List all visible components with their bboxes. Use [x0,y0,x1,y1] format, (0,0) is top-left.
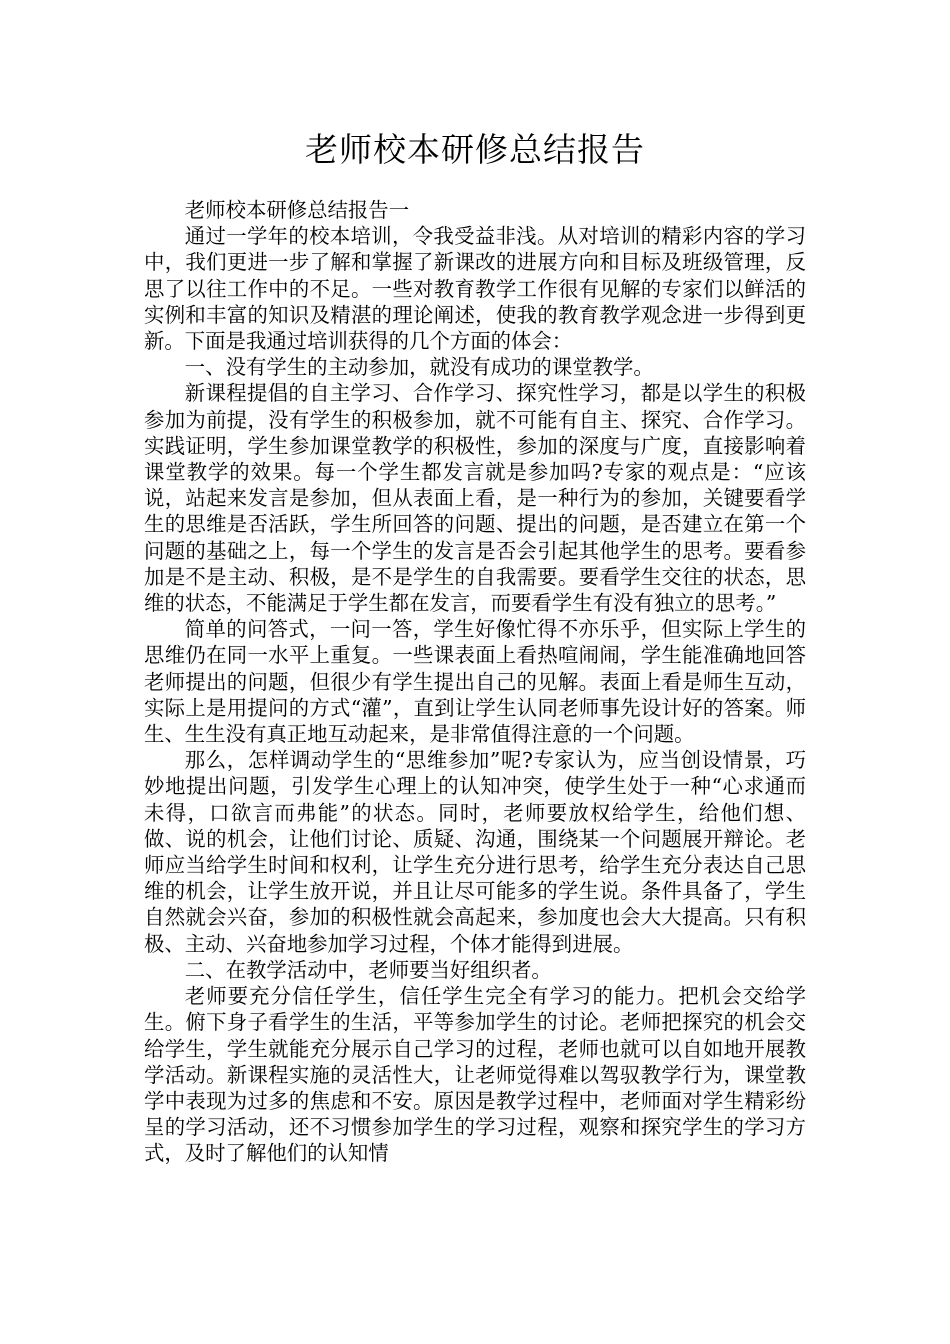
paragraph-thinking: 那么，怎样调动学生的“思维参加”呢?专家认为，应当创设情景，巧妙地提出问题，引发学生心理上的认知冲突，使学生处于一种“心求通而未得，口欲言而弗能”的状态。同时，老师要放权给学生，给他们想、做、说的机会，让他们讨论、质疑、沟通，围绕某一个问题展开辩论。老师应当给学生时间和权利，让学生充分进行思考，给学生充分表达自己思维的机会，让学生放开说，并且让尽可能多的学生说。条件具备了，学生自然就会兴奋，参加的积极性就会高起来，参加度也会大大提高。只有积极、主动、兴奋地参加学习过程，个体才能得到进展。 [144,748,806,956]
document-body [144,197,806,1167]
heading-point-two: 二、在教学活动中，老师要当好组织者。 [184,957,552,982]
paragraph-qa-style: 简单的问答式，一问一答，学生好像忙得不亦乐乎，但实际上学生的思维仍在同一水平上重复。一些课表面上看热喧闹闹，学生能准确地回答老师提出的问题，但很少有学生提出自己的见解。表面上看是师生互动，实际上是用提问的方式“灌”，直到让学生认同老师事先设计好的答案。师生、生生没有真正地互动起来，是非常值得注意的一个问题。 [144,617,806,747]
page-title: 老师校本研修总结报告 [305,130,645,169]
paragraph-organizer: 老师要充分信任学生，信任学生完全有学习的能力。把机会交给学生。俯下身子看学生的生活，平等参加学生的讨论。老师把探究的机会交给学生，学生就能充分展示自己学习的过程，老师也就可以自如地开展教学活动。新课程实施的灵活性大，让老师觉得难以驾驭教学行为，课堂教学中表现为过多的焦虑和不安。原因是教学过程中，老师面对学生精彩纷呈的学习活动，还不习惯参加学生的学习过程，观察和探究学生的学习方式，及时了解他们的认知情 [144,984,806,1166]
paragraph-participation: 新课程提倡的自主学习、合作学习、探究性学习，都是以学生的积极参加为前提，没有学生的积极参加，就不可能有自主、探究、合作学习。实践证明，学生参加课堂教学的积极性，参加的深度与广度，直接影响着课堂教学的效果。每一个学生都发言就是参加吗?专家的观点是：“应该说，站起来发言是参加，但从表面上看，是一种行为的参加，关键要看学生的思维是否活跃，学生所回答的问题、提出的问题，是否建立在第一个问题的基础之上，每一个学生的发言是否会引起其他学生的思考。要看参加是不是主动、积极，是不是学生的自我需要。要看学生交往的状态，思维的状态，不能满足于学生都在发言，而要看学生有没有独立的思考。” [144,381,806,616]
section-heading: 老师校本研修总结报告一 [184,198,410,222]
heading-point-one: 一、没有学生的主动参加，就没有成功的课堂教学。 [184,355,654,380]
paragraph-intro: 通过一学年的校本培训，令我受益非浅。从对培训的精彩内容的学习中，我们更进一步了解和掌握了新课改的进展方向和目标及班级管理，反思了以往工作中的不足。一些对教育教学工作很有见解的专家们以鲜活的实例和丰富的知识及精湛的理论阐述，使我的教育教学观念进一步得到更新。下面是我通过培训获得的几个方面的体会： [144,224,806,354]
